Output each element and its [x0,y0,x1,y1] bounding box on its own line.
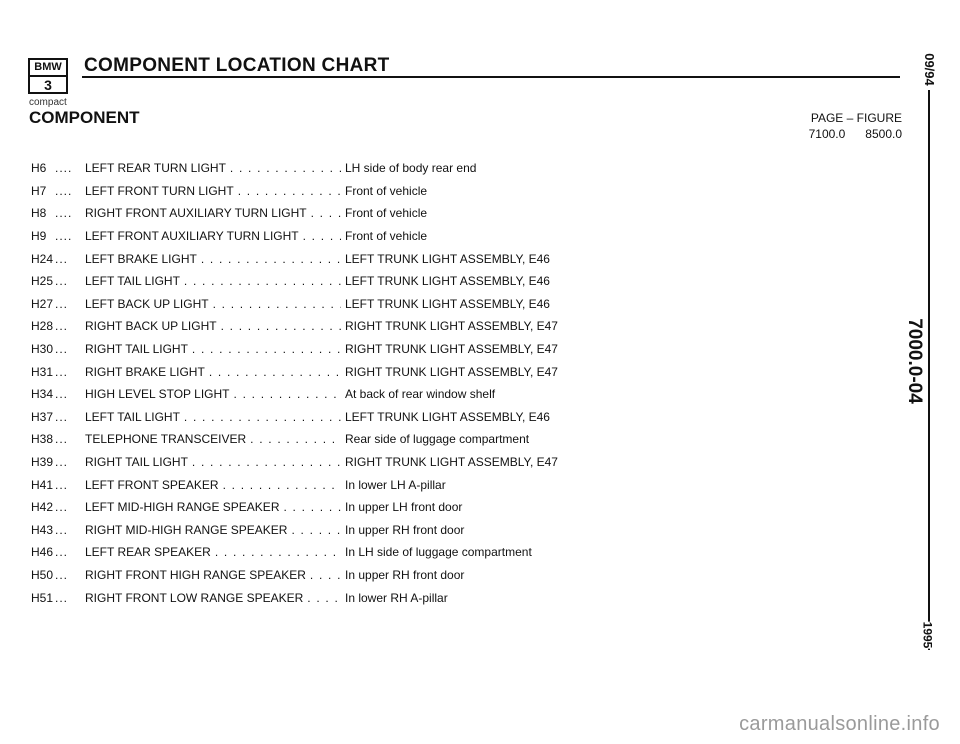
leader-dots: ... [55,500,69,515]
component-name: LEFT BACK UP LIGHT [85,296,209,311]
list-item [31,360,631,383]
component-name: RIGHT MID-HIGH RANGE SPEAKER [85,522,288,537]
page-title: COMPONENT LOCATION CHART [84,55,390,76]
component-name: TELEPHONE TRANSCEIVER [85,432,247,447]
list-item [31,247,631,270]
side-year: 1995 [920,621,935,649]
component-name: LEFT TAIL LIGHT [85,274,180,289]
leader-dots [215,545,341,559]
component-location: In LH side of luggage compartment [345,545,532,560]
list-item [31,564,631,587]
component-code: H37 [31,409,54,424]
side-date: 09/94 [921,53,937,86]
component-code: H28 [31,319,54,334]
leader-dots [192,455,341,469]
leader-dots [234,387,342,401]
component-location: In upper RH front door [345,567,465,582]
list-item [31,180,631,203]
component-code: H51 [31,590,54,605]
component-name: RIGHT TAIL LIGHT [85,455,188,470]
bmw-3-logo [28,58,68,94]
component-name: RIGHT TAIL LIGHT [85,342,188,357]
list-item [31,473,631,496]
list-item [31,428,631,451]
component-code: H9 [31,229,47,244]
list-item [31,157,631,180]
leader-dots: ... [55,364,69,379]
leader-dots: ... [55,387,69,402]
component-location: RIGHT TRUNK LIGHT ASSEMBLY, E47 [345,342,558,357]
leader-dots: .... [55,229,73,244]
leader-dots [209,365,341,379]
component-location: At back of rear window shelf [345,387,496,402]
component-code: H39 [31,455,54,470]
component-code: H34 [31,387,54,402]
list-item [31,519,631,542]
page-figure-reference [809,110,902,142]
leader-dots: ... [55,477,69,492]
leader-dots: ... [55,567,69,582]
component-location: In upper LH front door [345,500,463,515]
leader-dots: ... [55,409,69,424]
leader-dots: ... [55,274,69,289]
component-location: RIGHT TRUNK LIGHT ASSEMBLY, E47 [345,455,558,470]
list-item [31,586,631,609]
leader-dots [250,432,341,446]
page-figure-label: PAGE – FIGURE [810,111,902,125]
list-item [31,270,631,293]
leader-dots [230,161,341,175]
leader-dots: ... [55,590,69,605]
component-code: H30 [31,342,54,357]
component-name: RIGHT FRONT AUXILIARY TURN LIGHT [85,206,307,221]
component-code: H24 [31,251,54,266]
component-code: H43 [31,522,54,537]
component-location: Front of vehicle [345,229,428,244]
component-code: H38 [31,432,54,447]
list-item [31,315,631,338]
component-code: H46 [31,545,54,560]
component-location: Front of vehicle [345,183,428,198]
side-document-code: 7000.0-04 [903,318,925,404]
component-name: LEFT FRONT SPEAKER [85,477,219,492]
component-location: Front of vehicle [345,206,428,221]
logo-model-text: 3 [44,77,52,93]
header-rule [82,76,900,78]
component-location: RIGHT TRUNK LIGHT ASSEMBLY, E47 [345,319,558,334]
component-location: LEFT TRUNK LIGHT ASSEMBLY, E46 [345,296,550,311]
component-list [31,157,631,609]
component-location: In lower LH A-pillar [345,477,446,492]
list-item [31,202,631,225]
leader-dots [192,342,341,356]
component-location: In lower RH A-pillar [345,590,448,605]
leader-dots: ... [55,319,69,334]
logo-brand-text: BMW [30,60,66,77]
component-name: LEFT FRONT AUXILIARY TURN LIGHT [85,229,299,244]
leader-dots [221,319,341,333]
list-item [31,406,631,429]
leader-dots [303,229,341,243]
leader-dots: ... [55,251,69,266]
page-value: 7100.0 [808,127,846,141]
leader-dots: ... [55,296,69,311]
leader-dots: .... [55,206,73,221]
leader-dots: ... [55,522,69,537]
component-location: LEFT TRUNK LIGHT ASSEMBLY, E46 [345,409,550,424]
leader-dots [238,184,341,198]
leader-dots: ... [55,342,69,357]
list-item [31,225,631,248]
list-item [31,293,631,316]
leader-dots: .... [55,183,73,198]
component-code: H27 [31,296,54,311]
component-name: LEFT MID-HIGH RANGE SPEAKER [85,500,280,515]
leader-dots [310,568,341,582]
component-location: Rear side of luggage compartment [345,432,530,447]
component-name: LEFT TAIL LIGHT [85,409,180,424]
component-name: RIGHT FRONT HIGH RANGE SPEAKER [85,567,306,582]
component-code: H25 [31,274,54,289]
leader-dots: ... [55,432,69,447]
leader-dots [291,523,341,537]
leader-dots: ... [55,455,69,470]
section-title: COMPONENT [29,108,140,127]
component-name: LEFT FRONT TURN LIGHT [85,183,234,198]
leader-dots [213,297,341,311]
list-item [31,451,631,474]
list-item [31,541,631,564]
component-code: H42 [31,500,54,515]
component-code: H50 [31,567,54,582]
component-code: H41 [31,477,54,492]
component-name: LEFT REAR TURN LIGHT [85,161,226,176]
component-location: LH side of body rear end [345,161,477,176]
figure-value: 8500.0 [865,127,902,141]
component-location: RIGHT TRUNK LIGHT ASSEMBLY, E47 [345,364,558,379]
leader-dots [307,591,341,605]
component-name: RIGHT BACK UP LIGHT [85,319,217,334]
component-name: LEFT REAR SPEAKER [85,545,211,560]
leader-dots [184,410,341,424]
leader-dots [184,274,341,288]
compact-label: compact [29,97,67,108]
leader-dots: .... [55,161,73,176]
component-location: LEFT TRUNK LIGHT ASSEMBLY, E46 [345,274,550,289]
list-item [31,383,631,406]
component-name: RIGHT FRONT LOW RANGE SPEAKER [85,590,304,605]
component-name: LEFT BRAKE LIGHT [85,251,197,266]
leader-dots [223,478,341,492]
list-item [31,496,631,519]
leader-dots [283,500,341,514]
component-code: H7 [31,183,47,198]
list-item [31,338,631,361]
component-code: H8 [31,206,47,221]
component-location: In upper RH front door [345,522,465,537]
watermark: carmanualsonline.info [739,713,940,735]
component-name: RIGHT BRAKE LIGHT [85,364,205,379]
component-location: LEFT TRUNK LIGHT ASSEMBLY, E46 [345,251,550,266]
component-code: H6 [31,161,47,176]
component-code: H31 [31,364,54,379]
leader-dots [201,252,341,266]
leader-dots [311,206,341,220]
side-rule [928,90,930,650]
component-name: HIGH LEVEL STOP LIGHT [85,387,230,402]
leader-dots: ... [55,545,69,560]
